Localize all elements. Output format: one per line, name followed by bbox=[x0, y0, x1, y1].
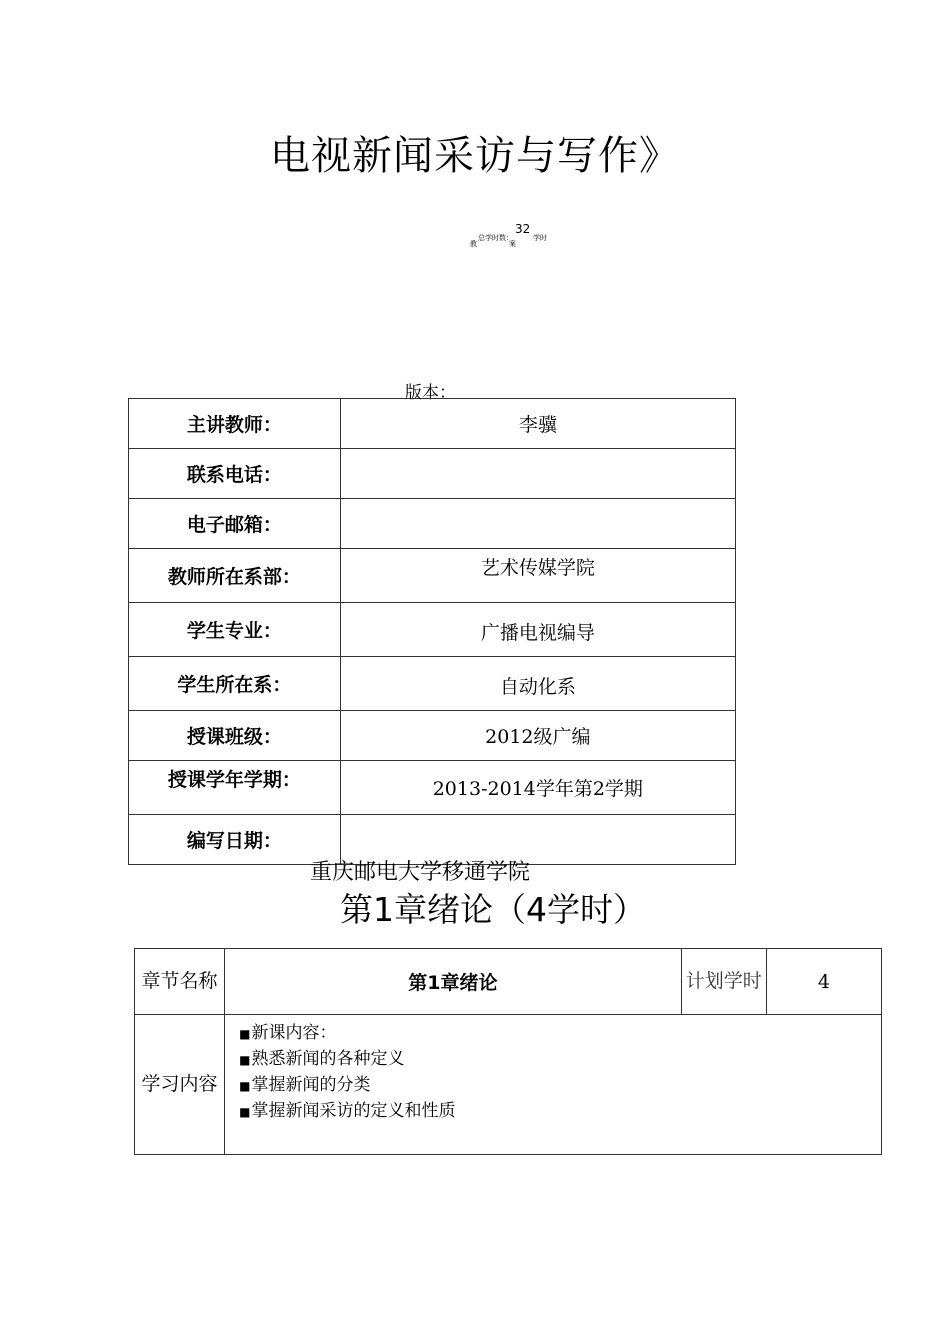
list-item bbox=[239, 1073, 881, 1099]
hours-fragment-an: 案 bbox=[509, 240, 516, 248]
table-row bbox=[129, 499, 736, 549]
info-value bbox=[340, 815, 735, 865]
hours-fragment-total-value: 32 bbox=[515, 222, 531, 236]
table-row bbox=[129, 399, 736, 449]
planned-hours-header: 计划学时 bbox=[681, 949, 766, 1015]
info-label: 教师所在系部： bbox=[129, 549, 341, 603]
chapter-title: 第1章绪论（4学时） bbox=[340, 890, 646, 929]
list-item-text: 熟悉新闻的各种定义 bbox=[251, 1049, 405, 1069]
info-value: 自动化系 bbox=[340, 657, 735, 711]
table-row bbox=[135, 1015, 882, 1155]
list-item-text: 新课内容： bbox=[251, 1023, 337, 1043]
table-row bbox=[129, 449, 736, 499]
list-item-text: 掌握新闻的分类 bbox=[251, 1075, 371, 1095]
info-label: 学生所在系： bbox=[129, 657, 341, 711]
document-title: 电视新闻采访与写作》 bbox=[270, 133, 680, 179]
info-label: 主讲教师： bbox=[129, 399, 341, 449]
info-value bbox=[340, 449, 735, 499]
info-value: 广播电视编导 bbox=[340, 603, 735, 657]
info-value: 2013-2014学年第2学期 bbox=[340, 761, 735, 815]
info-value: 艺术传媒学院 bbox=[340, 549, 735, 603]
info-value: 2012级广编 bbox=[340, 711, 735, 761]
table-row bbox=[129, 549, 736, 603]
info-label: 电子邮箱： bbox=[129, 499, 341, 549]
hours-fragment-jiao: 教 bbox=[470, 240, 477, 248]
course-info-table bbox=[128, 398, 736, 865]
learning-content-header: 学习内容 bbox=[135, 1015, 225, 1155]
chapter-table bbox=[134, 948, 882, 1155]
list-item bbox=[239, 1047, 881, 1073]
version-label: 版本： bbox=[405, 383, 456, 403]
table-row bbox=[129, 603, 736, 657]
black-square-icon: ■ bbox=[239, 1105, 251, 1119]
info-label: 编写日期： bbox=[129, 815, 341, 865]
black-square-icon: ■ bbox=[239, 1027, 251, 1041]
list-item-text: 掌握新闻采访的定义和性质 bbox=[251, 1101, 456, 1121]
black-square-icon: ■ bbox=[239, 1079, 251, 1093]
table-row bbox=[129, 711, 736, 761]
school-name: 重庆邮电大学移通学院 bbox=[310, 860, 531, 885]
list-item bbox=[239, 1099, 881, 1125]
learning-content bbox=[225, 1015, 882, 1155]
info-label: 联系电话： bbox=[129, 449, 341, 499]
planned-hours-value: 4 bbox=[766, 949, 881, 1015]
info-value: 李骥 bbox=[340, 399, 735, 449]
table-row bbox=[129, 657, 736, 711]
info-label: 授课学年学期： bbox=[129, 761, 341, 815]
info-label: 学生专业： bbox=[129, 603, 341, 657]
hours-fragment-total-label: 总学时数： bbox=[478, 234, 513, 242]
info-label: 授课班级： bbox=[129, 711, 341, 761]
info-value bbox=[340, 499, 735, 549]
table-row bbox=[129, 761, 736, 815]
black-square-icon: ■ bbox=[239, 1053, 251, 1067]
table-row bbox=[129, 815, 736, 865]
chapter-name-header: 章节名称 bbox=[135, 949, 225, 1015]
chapter-name-value: 第1章绪论 bbox=[225, 949, 682, 1015]
table-row bbox=[135, 949, 882, 1015]
hours-fragment-unit: 学时 bbox=[533, 234, 547, 242]
list-item bbox=[239, 1021, 881, 1047]
